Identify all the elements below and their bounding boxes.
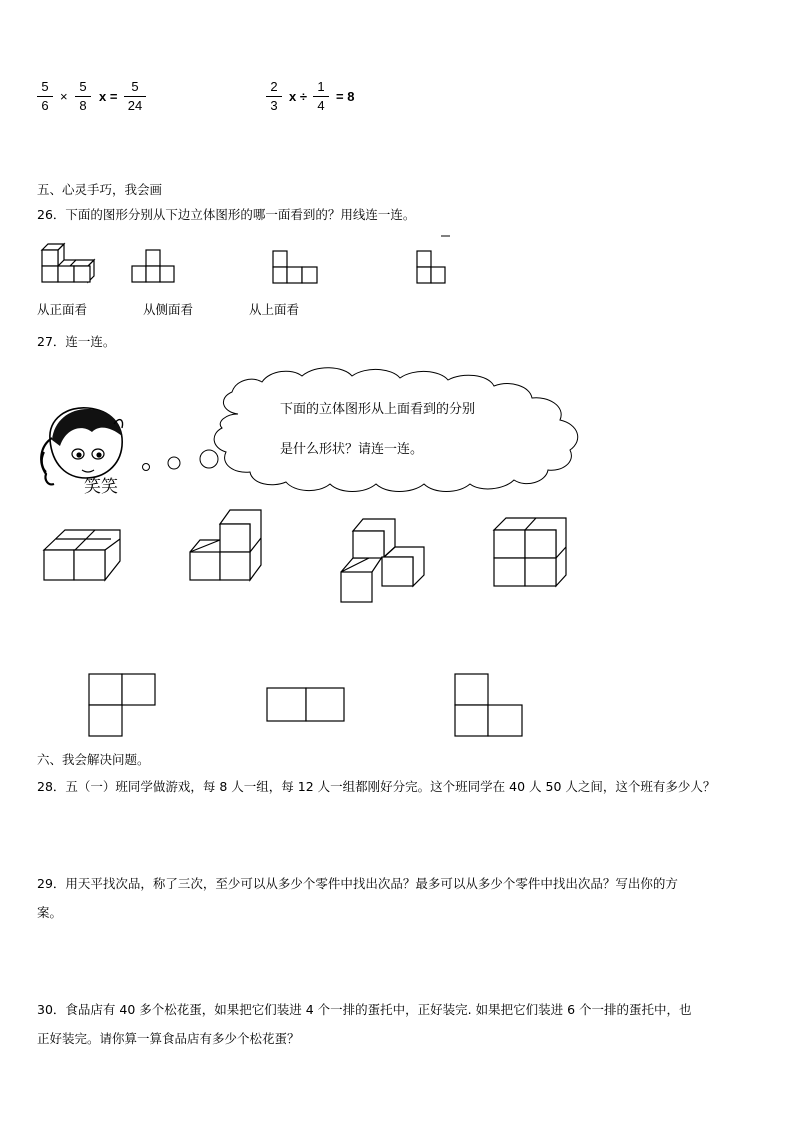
question-29-line-2: 案。: [37, 905, 63, 920]
top-view-shape-2: [267, 688, 344, 721]
fraction-2-3: 2 3: [266, 79, 282, 114]
view-label-side: 从侧面看: [143, 302, 194, 317]
bubble-line-1: 下面的立体图形从上面看到的分别: [280, 402, 476, 417]
bubble-line-2: 是什么形状？请连一连。: [280, 442, 424, 457]
question-28-text: 28．五（一）班同学做游戏，每 8 人一组，每 12 人一组都刚好分完。这个班同学在 40 人 50 人之间，这个班有多少人？: [37, 779, 716, 794]
solid-figure-2: [190, 510, 261, 580]
view-label-top: 从上面看: [249, 302, 300, 317]
character-name: 笑笑: [84, 477, 118, 497]
solid-figure-3: [341, 519, 424, 602]
fraction-5-8: 5 8: [75, 79, 91, 114]
solid-figure-4: [494, 518, 566, 586]
question-26-text: 26．下面的图形分别从下边立体图形的哪一面看到的？用线连一连。: [37, 207, 416, 222]
equation-2-rhs: = 8: [336, 89, 355, 104]
question-29-line-1: 29．用天平找次品，称了三次，至少可以从多少个零件中找出次品？最多可以从多少个零件中找出次品？写出你的方: [37, 876, 678, 891]
top-view-shape-1: [89, 674, 155, 736]
top-view-shape-3: [455, 674, 522, 736]
solid-figure-1: [44, 530, 120, 580]
fraction-5-24: 5 24: [124, 79, 146, 114]
question-30-line-2: 正好装完。请你算一算食品店有多少个松花蛋？: [37, 1031, 300, 1046]
equation-1-variable: x =: [99, 89, 118, 104]
view-label-front: 从正面看: [37, 302, 88, 317]
fraction-1-4: 1 4: [313, 79, 329, 114]
multiply-sign: ×: [60, 89, 68, 104]
equation-2-variable: x ÷: [289, 89, 307, 104]
question-27-text: 27．连一连。: [37, 334, 116, 349]
section-5-heading: 五、心灵手巧，我会画: [37, 182, 163, 197]
question-30-line-1: 30．食品店有 40 多个松花蛋，如果把它们装进 4 个一排的蛋托中，正好装完. 如果把它们装进 6 个一排的蛋托中，也: [37, 1002, 692, 1017]
fraction-5-6: 5 6: [37, 79, 53, 114]
section-6-heading: 六、我会解决问题。: [37, 752, 150, 767]
